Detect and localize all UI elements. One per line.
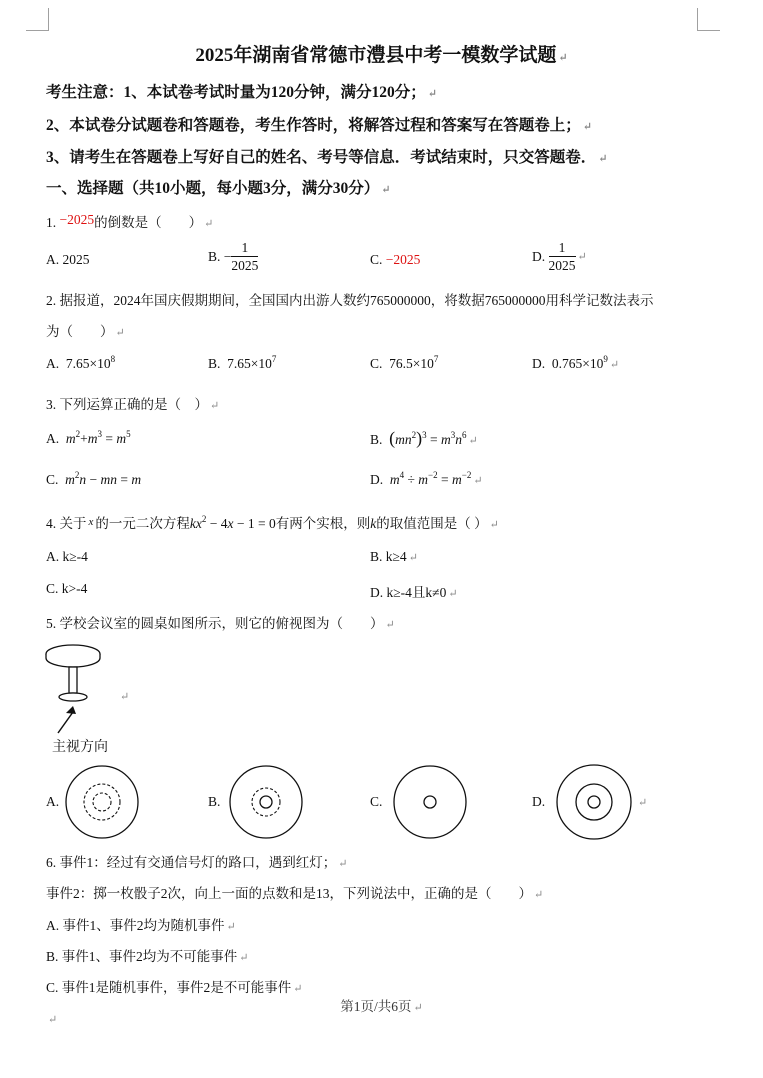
front-view-label: 主视方向	[52, 739, 108, 755]
section-heading: 一、选择题（共10小题，每小题3分，满分30分） ↵	[46, 180, 391, 197]
q5-option-b-label: B.	[208, 794, 221, 809]
q5-option-a-figure	[64, 764, 140, 840]
crop-mark-top-left	[26, 8, 49, 31]
notice-line-3: 3、请考生在答题卷上写好自己的姓名、考号等信息．考试结束时，只交答题卷． ↵	[46, 149, 608, 166]
q5-option-c-label: C.	[370, 794, 383, 809]
crop-mark-top-right	[697, 8, 720, 31]
q4-option-b: B. k≥4 ↵	[370, 549, 418, 564]
q1-option-b: B. − $\frac{1}{2025}$	[208, 240, 259, 273]
q2-option-b: B. $7.65\times 10^7$	[208, 354, 277, 371]
q3-option-a: A. $m^2+m^3 = m^5$	[46, 429, 131, 446]
question-6-line-2: 事件2：掷一枚骰子2次，向上一面的点数和是13，下列说法中，正确的是（ ） ↵	[46, 886, 544, 901]
question-1: 1. −2025的倒数是（ ） ↵	[46, 212, 214, 230]
question-2-line-1: 2. 据报道，2024年国庆假期期间，全国国内出游人数约765000000，将数据765000000用科学记数法表示	[46, 293, 654, 308]
q2-option-c: C. $76.5\times 10^7$	[370, 354, 439, 371]
page-footer: 第1页/共6页 ↵	[340, 999, 423, 1014]
q2-option-a: A. $7.65\times 10^8$	[46, 354, 116, 371]
q6-option-a: A. 事件1、事件2均为随机事件 ↵	[46, 918, 236, 933]
q5-option-d-figure	[555, 764, 635, 844]
q6-option-c: C. 事件1是随机事件，事件2是不可能事件 ↵	[46, 980, 303, 995]
q4-option-d: D. k≥-4且k≠0 ↵	[370, 585, 458, 600]
question-3: 3. 下列运算正确的是（ ） ↵	[46, 397, 220, 412]
question-6-line-1: 6. 事件1：经过有交通信号灯的路口，遇到红灯； ↵	[46, 855, 348, 870]
q4-option-a: A. k≥-4	[46, 549, 88, 564]
q3-option-d: D. $m^4 \div m^{-2} = m^{-2}$ ↵	[370, 470, 483, 487]
q6-option-b: B. 事件1、事件2均为不可能事件 ↵	[46, 949, 249, 964]
q3-option-b: B. $(mn^2)^3 = m^3n^6$ ↵	[370, 428, 478, 448]
q4-option-c: C. k>-4	[46, 581, 88, 596]
question-2-line-2: 为（ ） ↵	[46, 324, 125, 339]
q5-option-b-figure	[228, 764, 304, 840]
q2-option-d: D. $0.765\times 10^9$ ↵	[532, 354, 620, 371]
q5-option-a-label: A.	[46, 794, 60, 809]
q1-option-c: C. −2025	[370, 252, 421, 267]
q5-option-d-label: D.	[532, 794, 546, 809]
round-table-figure	[40, 640, 130, 735]
q3-option-c: C. $m^2n$ − mn = m	[46, 470, 142, 487]
q5-option-c-figure	[392, 764, 468, 840]
question-4: 4. 关于 $^x$ 的一元二次方程$kx^2 - 4x - 1 = 0$有两个实根，则k的取值范围是（ ） ↵	[46, 514, 499, 531]
notice-line-1: 考生注意：1、本试卷考试时量为120分钟，满分120分； ↵	[46, 84, 437, 101]
q1-option-d: D. $\frac{1}{2025}$ ↵	[532, 240, 587, 273]
question-5: 5. 学校会议室的圆桌如图所示，则它的俯视图为（ ） ↵	[46, 616, 395, 631]
notice-line-2: 2、本试卷分试题卷和答题卷，考生作答时，将解答过程和答案写在答题卷上； ↵	[46, 117, 592, 134]
q1-option-a: A. 2025	[46, 252, 90, 267]
page-title: 2025年湖南省常德市澧县中考一模数学试题 ↵	[195, 45, 568, 66]
q1-expression: −2025	[59, 212, 95, 227]
